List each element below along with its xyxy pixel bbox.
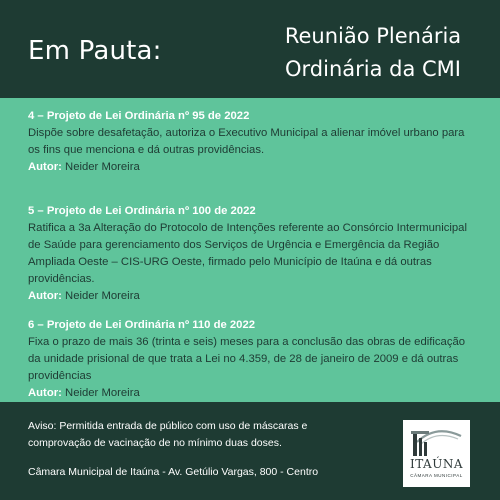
- agenda-item-title: 5 – Projeto de Lei Ordinária nº 100 de 2022: [28, 205, 256, 217]
- agenda-item: [28, 108, 478, 176]
- notice-text: Aviso: Permitida entrada de público com uso de máscaras e comprovação de vacinação de no mínimo duas doses.: [28, 420, 308, 449]
- chamber-logo: [403, 420, 470, 487]
- agenda-item-body: Ratifica a 3a Alteração do Protocolo de Intenções referente ao Consórcio Intermunicipal de Saúde para gerenciamento dos Serviços de Urgência e Emergência da Região Ampliada Oeste – CIS-URG Oeste, firmado pelo Município de Itaúna e dá outras providências.: [28, 222, 467, 285]
- agenda-item-body: Fixa o prazo de mais 36 (trinta e seis) meses para a conclusão das obras de edificação da unidade prisional de que trata a Lei no 4.359, de 28 de janeiro de 2009 e dá outras providências: [28, 336, 466, 382]
- session-title-line1: Reunião Plenária: [284, 24, 462, 48]
- logo-subtitle: CÂMARA MUNICIPAL: [410, 473, 463, 478]
- header: [0, 0, 500, 98]
- agenda-item-title: 4 – Projeto de Lei Ordinária nº 95 de 2022: [28, 110, 250, 122]
- author-name: Neider Moreira: [65, 290, 140, 302]
- agenda-item: [28, 203, 478, 305]
- footer: [0, 402, 500, 500]
- agenda-item-author: [28, 385, 478, 402]
- agenda-item-author: [28, 288, 478, 305]
- session-title: [278, 20, 468, 86]
- building-icon: [403, 420, 470, 460]
- author-label: Autor:: [28, 290, 62, 302]
- author-name: Neider Moreira: [65, 161, 140, 173]
- author-label: Autor:: [28, 387, 62, 399]
- agenda-item: [28, 317, 478, 402]
- page-title: Em Pauta:: [28, 36, 162, 66]
- agenda-item-author: [28, 159, 478, 176]
- agenda-list: [0, 98, 500, 402]
- logo-name: ITAÚNA: [409, 457, 464, 471]
- agenda-item-title: 6 – Projeto de Lei Ordinária nº 110 de 2022: [28, 319, 256, 331]
- agenda-item-body: Dispõe sobre desafetação, autoriza o Executivo Municipal a alienar imóvel urbano para os fins que menciona e dá outras providências.: [28, 127, 465, 156]
- address-text: Câmara Municipal de Itaúna - Av. Getúlio Vargas, 800 - Centro: [28, 466, 319, 478]
- author-label: Autor:: [28, 161, 62, 173]
- session-title-line2: Ordinária da CMI: [285, 57, 461, 81]
- author-name: Neider Moreira: [65, 387, 140, 399]
